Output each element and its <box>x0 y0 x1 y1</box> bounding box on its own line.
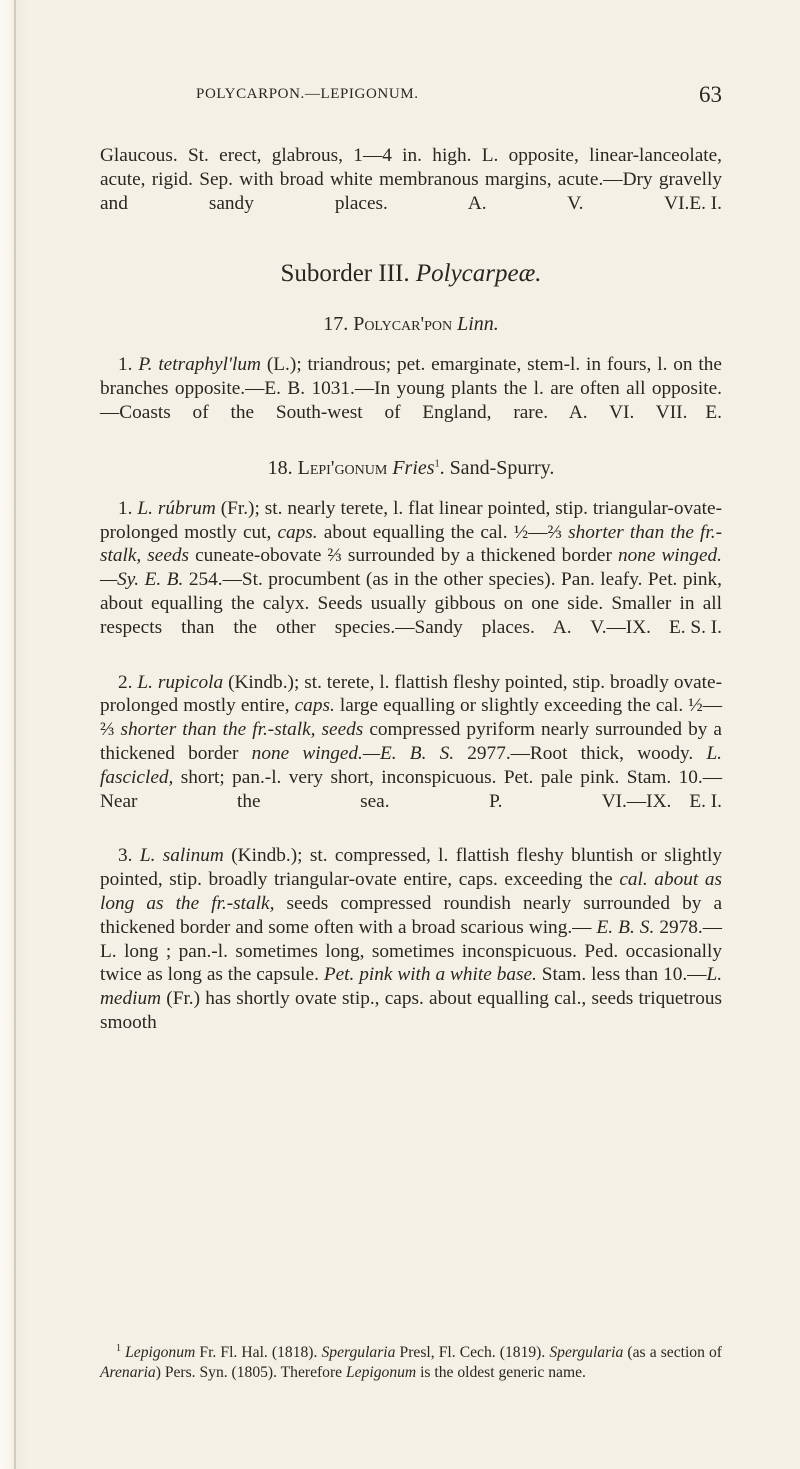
species-number: 1. <box>118 497 133 519</box>
footnote-text <box>100 1343 722 1382</box>
species-description-italic-b: shorter than the fr.-stalk, seeds <box>120 719 364 741</box>
species-name: L. rúbrum <box>137 497 216 519</box>
suborder-label: Suborder III. <box>280 260 410 288</box>
previous-species-continuation <box>100 144 722 215</box>
species-description-italic-a: caps. <box>294 695 335 717</box>
suborder-name: Polycarpeæ. <box>415 260 542 288</box>
species-number: 3. <box>118 845 133 867</box>
species-number: 2. <box>118 671 133 693</box>
footnote-italic-a: Lepigonum <box>125 1344 196 1361</box>
species-description-a: ; st. terete, l. flattish fleshy pointed, stip. broadly ovate-prolonged mostly entire, <box>100 671 722 717</box>
species-description-a: ; st. compressed, l. flattish fleshy bluntish or slightly pointed, stip. broadly triangular-ovate entire, caps. exceeding the <box>100 845 722 891</box>
footnote-text-a: Fr. Fl. Hal. (1818). <box>199 1344 318 1361</box>
footnote-italic-e: Lepigonum <box>346 1363 417 1381</box>
species-description-c: 2978.— L. long ; pan.-l. sometimes long, sometimes inconspicuous. Ped. occasionally twice as long as the capsule. <box>100 916 723 986</box>
species-description-b: seeds compressed roundish nearly surrounded by a thickened border and some often with a broad scarious wing.— <box>100 892 722 938</box>
footnote-italic-c: Spergularia <box>549 1344 624 1361</box>
footnote <box>100 1343 722 1382</box>
genus-heading-polycarpon <box>100 311 722 337</box>
species-description-italic-b: E. B. S. <box>596 916 655 938</box>
species-region: E. I. <box>689 790 722 812</box>
footnote-reference: 1 <box>434 458 440 470</box>
species-description-italic-a: cal. about as long as the fr.-stalk, <box>100 869 722 914</box>
species-entry-lepigonum-rupicola <box>100 671 722 814</box>
species-authority: (Fr.) <box>220 497 255 519</box>
species-region: E. S. I. <box>668 616 722 638</box>
page-number: 63 <box>699 82 722 107</box>
species-description-e: short; pan.-l. very short, inconspicuous. Pet. pale pink. Stam. 10.—Near the sea. P. VI.—IX. <box>100 766 722 812</box>
gutter-shadow-line <box>14 0 16 1469</box>
species-description-italic-c: Pet. pink with a white base. <box>323 964 537 986</box>
genus-heading-lepigonum <box>100 455 722 481</box>
footnote-text-c: (as a section of <box>627 1344 722 1361</box>
genus-name: Lepi'gonum <box>297 456 388 479</box>
footnote-italic-d: Arenaria <box>100 1363 156 1381</box>
genus-number: 18. <box>267 456 293 479</box>
species-region: E. <box>705 401 722 423</box>
species-description-italic-c: none winged.—Sy. E. B. <box>100 545 722 591</box>
species-description-italic-d: L. fascicled, <box>100 742 722 788</box>
species-description-c: compressed pyriform nearly surrounded by a thickened border <box>100 719 722 764</box>
previous-species-text: Glaucous. St. erect, glabrous, 1—4 in. high. L. opposite, linear-lanceolate, acute, rigid. Sep. with broad white membranous margins, acute.—Dry gravelly and sandy places. A. V. VI. <box>100 145 722 214</box>
footnote-text-b: Presl, Fl. Cech. (1819). <box>399 1344 546 1361</box>
footnote-text-d: ) Pers. Syn. (1805). Therefore <box>155 1363 343 1381</box>
species-entry-polycarpon-tetraphyllum <box>100 353 722 424</box>
species-number: 1. <box>118 354 133 376</box>
footnote-italic-b: Spergularia <box>321 1344 396 1361</box>
footnote-mark: 1 <box>116 1342 121 1354</box>
previous-species-region: E. I. <box>689 192 722 214</box>
genus-name: Polycar'pon <box>353 313 453 336</box>
suborder-heading <box>100 259 722 289</box>
genus-common-name: . Sand-Spurry. <box>439 456 555 479</box>
species-name: P. tetraphyl'lum <box>138 354 261 376</box>
running-head: POLYCARPON.—LEPIGONUM. <box>196 86 419 102</box>
species-authority: (Kindb.) <box>228 671 294 693</box>
page-header <box>100 82 722 114</box>
species-description-d: 254.—St. procumbent (as in the other species). Pan. leafy. Pet. pink, about equalling the calyx. Seeds usually gibbous on one side. Smaller in all respects than the other species.—Sandy places. A. V.—IX. <box>100 569 722 638</box>
species-name: L. rupicola <box>137 671 224 693</box>
species-description-b: large equalling or slightly exceeding the cal. ½—⅔ <box>100 695 722 741</box>
species-description: ; triandrous; pet. emarginate, stem-l. in fours, l. on the branches opposite.—E. B. 1031.—In young plants the l. are often all opposite.—Coasts of the South-west of England, rare. A. VI. VII. <box>100 354 722 423</box>
species-description-italic-d: L. medium <box>100 964 723 1010</box>
species-authority: (L.) <box>266 354 297 376</box>
species-description-e: (Fr.) has shortly ovate stip., caps. about equalling cal., seeds triquetrous smooth <box>100 988 722 1033</box>
species-entry-lepigonum-rubrum <box>100 497 722 640</box>
species-description-d: Stam. less than 10.— <box>541 964 707 986</box>
species-description-b: about equalling the cal. ½—⅔ <box>323 521 562 543</box>
species-description-c: cuneate-obovate ⅔ surrounded by a thickened border <box>195 545 612 567</box>
species-entry-lepigonum-salinum <box>100 844 722 1034</box>
species-name: L. salinum <box>139 845 224 867</box>
footnote-text-e: is the oldest generic name. <box>420 1363 586 1381</box>
genus-authority: Linn. <box>457 313 499 336</box>
species-description-a: ; st. nearly terete, l. flat linear pointed, stip. triangular-ovate-prolonged mostly cut, <box>100 497 723 543</box>
species-description-italic-c: none winged.—E. B. S. <box>251 742 455 764</box>
page-body <box>100 144 722 1035</box>
species-authority: (Kindb.) <box>231 845 298 867</box>
species-description-italic-a: caps. <box>277 521 318 543</box>
species-description-italic-b: shorter than the fr.-stalk, seeds <box>100 521 722 567</box>
genus-authority: Fries <box>392 456 435 479</box>
species-description-d: 2977.—Root thick, woody. <box>467 742 694 764</box>
genus-number: 17. <box>323 313 349 336</box>
